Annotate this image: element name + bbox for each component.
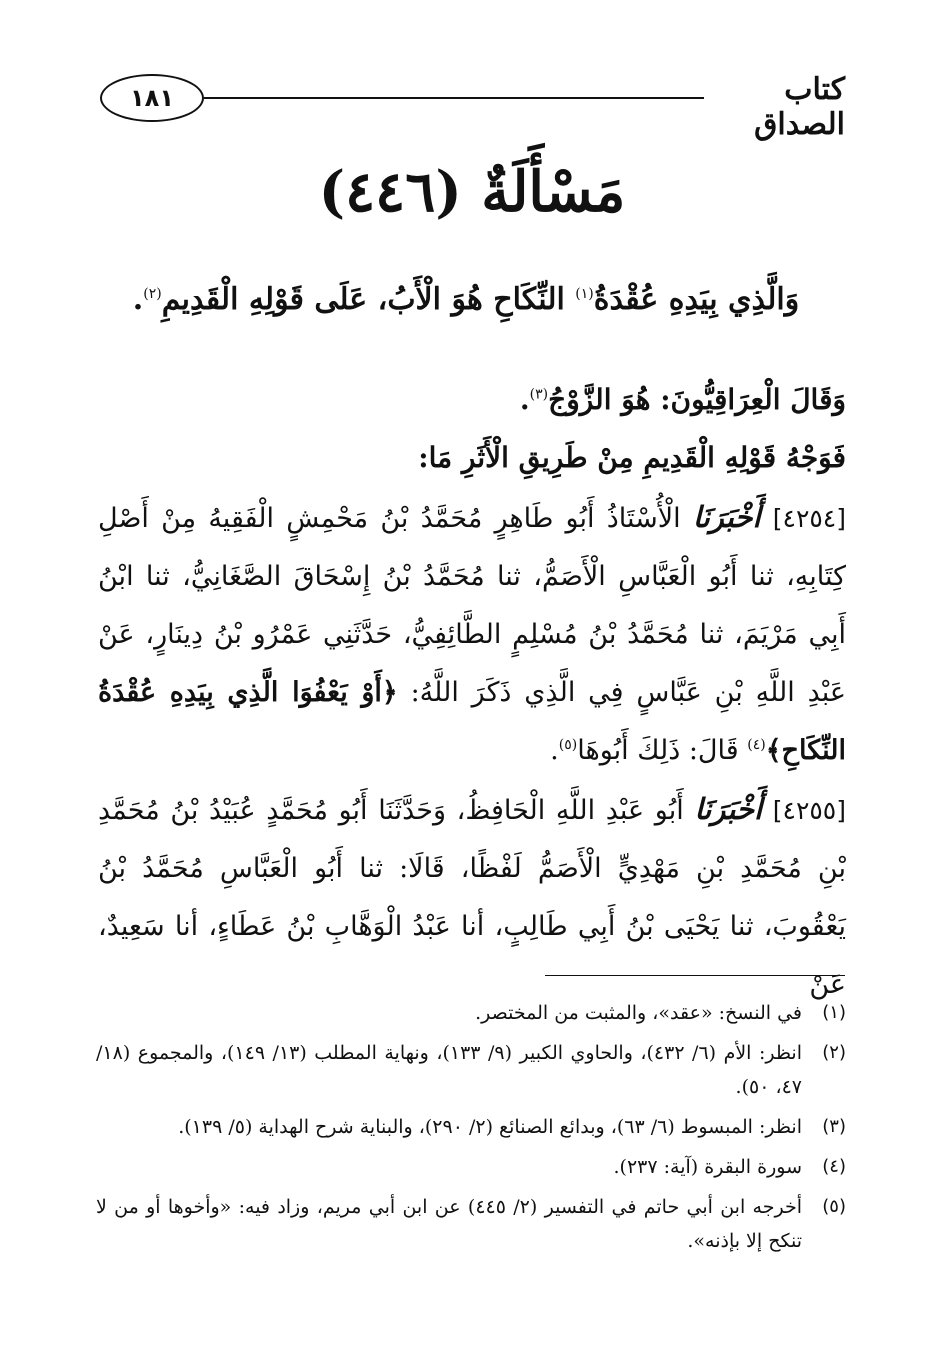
footnote (96, 1036, 846, 1104)
footnote-number: (٢) (822, 1042, 846, 1063)
footnote-ref-2: (٢) (143, 286, 162, 302)
footnote-separator (545, 975, 845, 976)
page-number: ١٨١ (100, 74, 204, 122)
header-rule (204, 97, 704, 99)
footnote-number: (٣) (822, 1116, 846, 1137)
hadith-paragraph-4254 (98, 488, 846, 780)
footnote (96, 996, 846, 1030)
footnote-number: (٥) (822, 1196, 846, 1217)
iraqi-opinion (96, 374, 846, 426)
footnote-text: انظر: الأم (٦/ ٤٣٢)، والحاوي الكبير (٩/ ١٣٣)، ونهاية المطلب (١٣/ ١٤٩)، والمجموع (١٨/ ٤٧، ٥٠). (96, 1042, 802, 1098)
statement-text: وَالَّذِي بِيَدِهِ عُقْدَةُ (593, 282, 800, 317)
footnote-text: أخرجه ابن أبي حاتم في التفسير (٢/ ٤٤٥) عن ابن أبي مريم، وزاد فيه: «وأخوها أو من لا تنكح إلا بإذنه». (96, 1196, 802, 1252)
footnote-number: (٤) (822, 1156, 846, 1177)
footnote-ref-3: (٣) (529, 386, 549, 403)
paragraph-number: [٤٢٥٥] (772, 796, 846, 825)
footnotes (96, 996, 846, 1264)
book-title: كتاب الصداق (754, 72, 845, 142)
footnote-ref-1: (١) (575, 286, 594, 302)
footnote (96, 1150, 846, 1184)
paragraph-text: الْأُسْتَاذُ أَبُو طَاهِرٍ مُحَمَّدُ بْنُ مَحْمِشٍ الْفَقِيهُ مِنْ أَصْلِ كِتَابِهِ، ثنا أَبُو الْعَبَّاسِ الْأَصَمُّ، ثنا مُحَمَّدُ بْنُ إِسْحَاقَ الصَّغَانِيُّ، ثنا ابْنُ أَبِي مَرْيَمَ، ثنا مُحَمَّدُ بْنُ مُسْلِمٍ الطَّائِفِيُّ، حَدَّثَنِي عَمْرُو بْنُ دِينَارٍ، عَنْ عَبْدِ اللَّهِ بْنِ عَبَّاسٍ فِي الَّذِي ذَكَرَ اللَّهُ: (98, 503, 847, 708)
quran-verse: ﴿أَوْ يَعْفُوَا الَّذِي بِيَدِهِ عُقْدَةُ النِّكَاحِ﴾ (98, 677, 846, 766)
footnote-text: في النسخ: «عقد»، والمثبت من المختصر. (475, 1002, 802, 1024)
footnote (96, 1110, 846, 1144)
hadith-paragraph-4255 (98, 780, 846, 1014)
akhbarana-word: أَخْبَرَنَا (692, 500, 761, 534)
paragraph-text: أَبُو عَبْدِ اللَّهِ الْحَافِظُ، وَحَدَّثَنَا أَبُو مُحَمَّدٍ عُبَيْدُ بْنُ مُحَمَّدِ بْنِ مُحَمَّدِ بْنِ مَهْدِيٍّ الْأَصَمُّ لَفْظًا، قَالَا: ثنا أَبُو الْعَبَّاسِ مُحَمَّدُ بْنُ يَعْقُوبَ، ثنا يَحْيَى بْنُ أَبِي طَالِبٍ، أنا عَبْدُ الْوَهَّابِ بْنُ عَطَاءٍ، أنا سَعِيدٌ، عَنْ (98, 795, 846, 1000)
paragraph-end: . (550, 735, 559, 766)
paragraph-text-2: قَالَ: ذَلِكَ أَبُوهَا (577, 735, 748, 766)
reasoning-line: فَوَجْهُ قَوْلِهِ الْقَدِيمِ مِنْ طَرِيقِ الْأَثَرِ مَا: (418, 441, 846, 474)
akhbarana-word: أَخْبَرَنَا (694, 792, 763, 826)
iraqi-end: . (519, 383, 530, 416)
footnote-number: (١) (822, 1002, 846, 1023)
footnote-ref-4: (٤) (747, 737, 766, 753)
page-header (100, 70, 845, 142)
footnote (96, 1190, 846, 1258)
issue-statement (86, 276, 846, 324)
statement-text-2: النِّكَاحِ هُوَ الْأَبُ، عَلَى قَوْلِهِ الْقَدِيمِ (161, 282, 576, 317)
footnote-text: انظر: المبسوط (٦/ ٦٣)، وبدائع الصنائع (٢/ ٢٩٠)، والبناية شرح الهداية (٥/ ١٣٩). (178, 1116, 802, 1138)
footnote-ref-5: (٥) (558, 737, 578, 753)
paragraph-number: [٤٢٥٤] (772, 504, 846, 533)
statement-end: . (132, 282, 144, 317)
iraqi-text: وَقَالَ الْعِرَاقِيُّونَ: هُوَ الزَّوْجُ (548, 383, 846, 416)
footnote-text: سورة البقرة (آية: ٢٣٧). (613, 1156, 802, 1178)
issue-title: مَسْأَلَةٌ (٤٤٦) (318, 159, 626, 225)
